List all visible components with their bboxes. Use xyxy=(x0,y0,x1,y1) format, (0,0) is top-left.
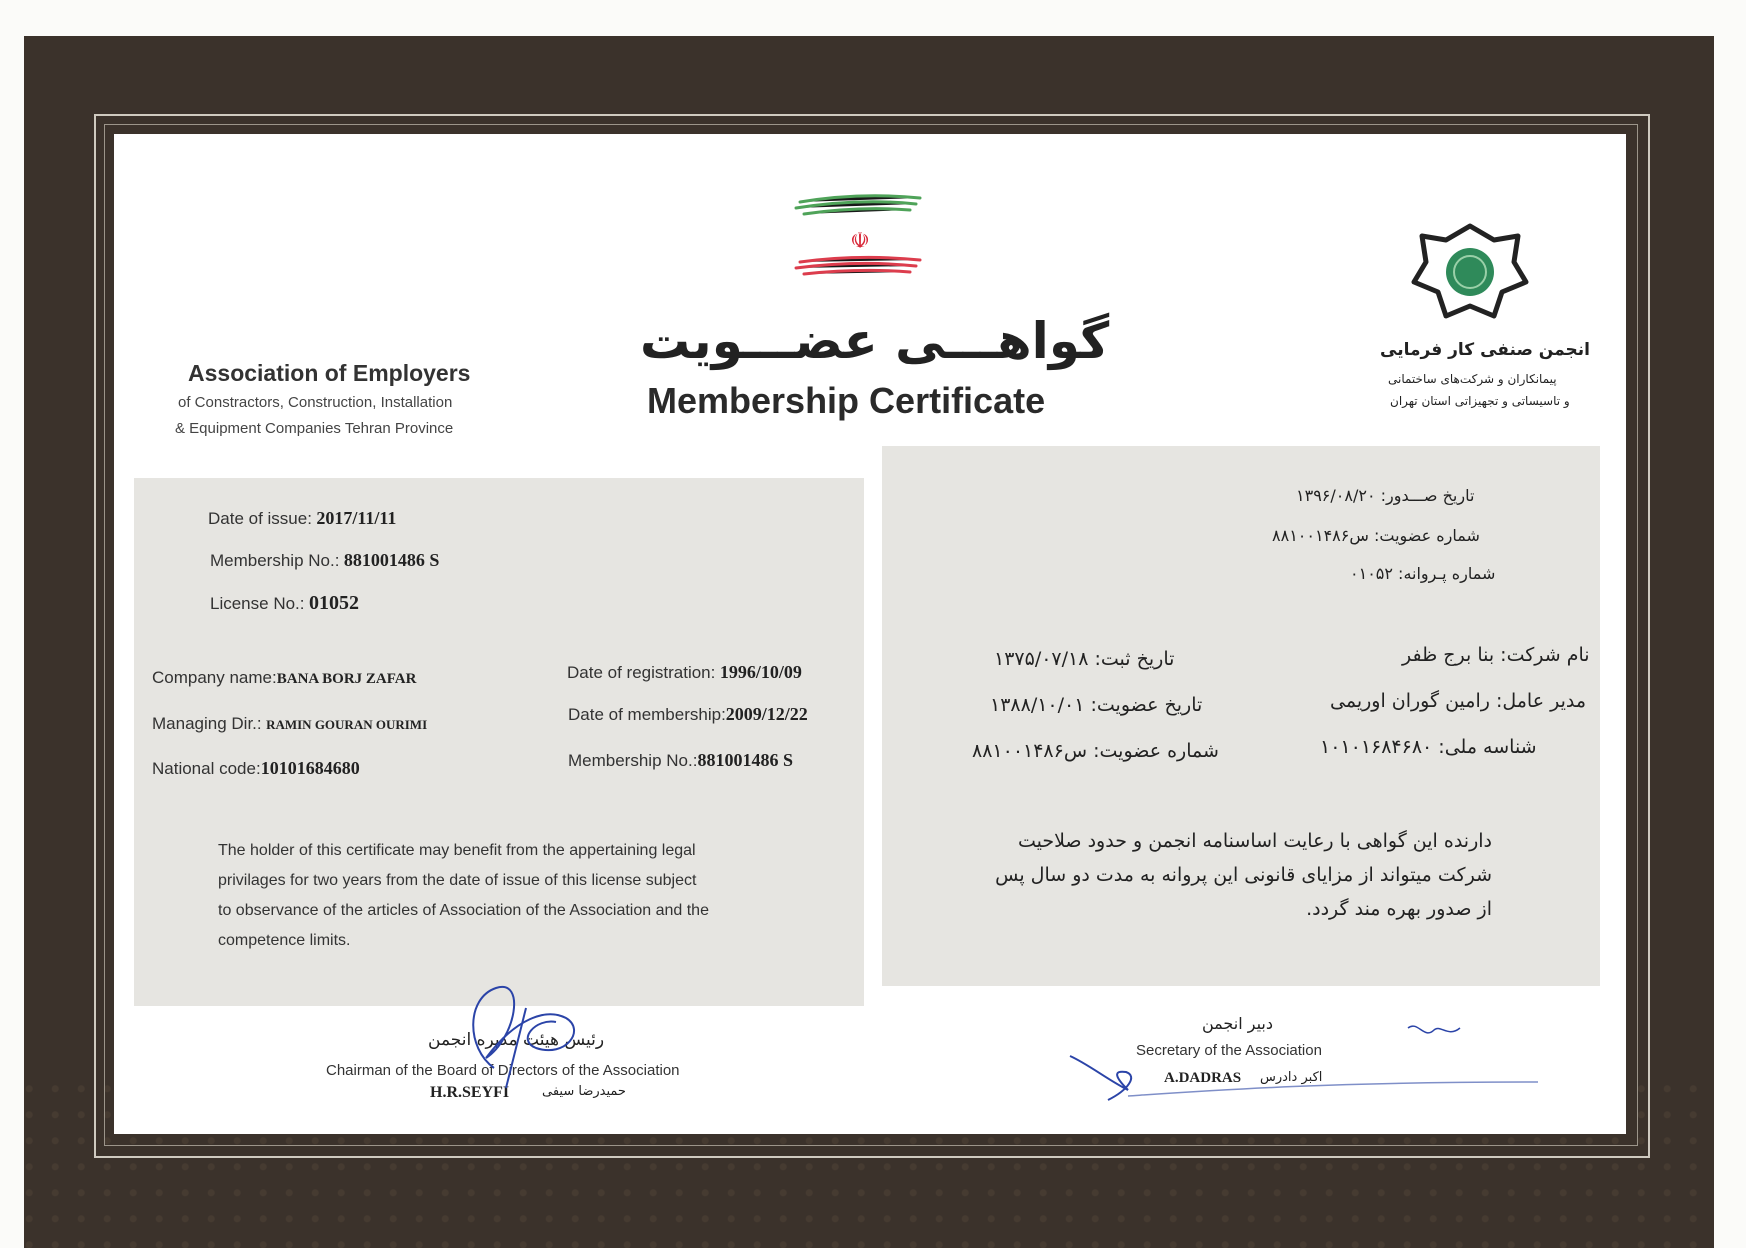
national-code-persian: شناسه ملی: ۱۰۱۰۱۶۸۴۶۸۰ xyxy=(1320,736,1537,758)
paragraph-line: to observance of the articles of Association of the Association and the xyxy=(218,902,709,919)
company-name-label: Company name: xyxy=(152,668,277,687)
date-of-issue xyxy=(208,508,396,529)
membership-date-persian: تاریخ عضویت: ۱۳۸۸/۱۰/۰۱ xyxy=(990,694,1203,716)
company-name-persian: نام شرکت: بنا برج ظفر xyxy=(1402,644,1590,666)
persian-paragraph xyxy=(986,824,1492,926)
managing-director-label: Managing Dir.: xyxy=(152,714,262,733)
association-name-english: Association of Employers xyxy=(188,360,471,386)
managing-director-value: RAMIN GOURAN OURIMI xyxy=(266,717,428,732)
membership-no-2-value: 881001486 S xyxy=(697,750,793,770)
membership-no-persian: شماره عضویت: س۸۸۱۰۰۱۴۸۶ xyxy=(1272,526,1480,545)
registration-date-persian: تاریخ ثبت: ۱۳۷۵/۰۷/۱۸ xyxy=(994,648,1175,670)
date-of-issue-label: Date of issue: xyxy=(208,509,312,528)
chairman-name-persian: حمیدرضا سیفی xyxy=(542,1084,626,1099)
association-name-persian: انجمن صنفی کار فرمایی xyxy=(1380,340,1590,360)
secretary-title-english: Secretary of the Association xyxy=(1136,1042,1322,1059)
date-of-membership-label: Date of membership: xyxy=(568,705,726,724)
date-of-registration-value: 1996/10/09 xyxy=(719,662,802,682)
paragraph-line: دارنده این گواهی با رعایت اساسنامه انجمن و حدود صلاحیت xyxy=(1017,830,1492,852)
chairman-title-english: Chairman of the Board of Directors of the Association xyxy=(326,1062,680,1079)
date-of-membership-value: 2009/12/22 xyxy=(725,704,808,724)
secretary-title-persian: دبیر انجمن xyxy=(1202,1014,1273,1033)
title-english: Membership Certificate xyxy=(647,380,1046,421)
chairman-title-persian: رئیس هیئت مدیره انجمن xyxy=(428,1030,605,1050)
national-code-label: National code: xyxy=(152,759,261,778)
license-no-persian: شماره پـروانه: ۰۱۰۵۲ xyxy=(1350,564,1496,583)
secretary-signature xyxy=(1068,1020,1548,1110)
license-no xyxy=(210,592,359,615)
company-name-value: BANA BORJ ZAFAR xyxy=(276,671,417,687)
date-of-registration-label: Date of registration: xyxy=(567,663,716,682)
membership-no-2-label: Membership No.: xyxy=(568,751,698,770)
managing-director-persian: مدیر عامل: رامین گوران اوریمی xyxy=(1330,690,1587,712)
chairman-signature xyxy=(456,978,606,1098)
national-code-value: 10101684680 xyxy=(260,758,360,778)
date-of-registration xyxy=(567,662,802,683)
date-of-membership xyxy=(568,704,808,725)
membership-no xyxy=(210,550,439,571)
iran-flag-emblem xyxy=(790,188,930,288)
license-no-value: 01052 xyxy=(308,592,359,614)
secretary-name: A.DADRAS xyxy=(1164,1070,1242,1086)
issue-date-persian: تاریخ صـــدور: ۱۳۹۶/۰۸/۲۰ xyxy=(1296,486,1475,505)
svg-text:☫: ☫ xyxy=(850,229,870,254)
national-code xyxy=(152,758,360,779)
paragraph-line: The holder of this certificate may benefit from the appertaining legal xyxy=(218,842,696,859)
membership-no-2-persian: شماره عضویت: س۸۸۱۰۰۱۴۸۶ xyxy=(972,740,1219,762)
paragraph-line: شرکت میتواند از مزایای قانونی این پروانه به مدت دو سال پس xyxy=(995,864,1492,886)
association-persian-line-2: و تاسیساتی و تجهیزاتی استان تهران xyxy=(1390,394,1570,408)
chairman-name: H.R.SEYFI xyxy=(430,1084,510,1101)
english-paragraph xyxy=(218,836,709,956)
association-subtitle-1: of Constractors, Construction, Installation xyxy=(178,394,453,411)
membership-no-2 xyxy=(568,750,793,771)
membership-no-value: 881001486 S xyxy=(343,550,440,570)
association-logo xyxy=(1410,222,1530,322)
title-persian: گواهـــی عضـــویت xyxy=(640,312,1110,370)
association-persian-line-1: پیمانکاران و شرکت‌های ساختمانی xyxy=(1388,372,1557,386)
membership-no-label: Membership No.: xyxy=(210,551,340,570)
association-subtitle-2: & Equipment Companies Tehran Province xyxy=(175,420,454,437)
managing-director xyxy=(152,714,427,734)
paragraph-line: از صدور بهره مند گردد. xyxy=(1306,898,1492,920)
company-name xyxy=(152,668,416,688)
paragraph-line: competence limits. xyxy=(218,932,351,949)
secretary-name-persian: اکبر دادرس xyxy=(1260,1070,1323,1085)
paragraph-line: privilages for two years from the date of issue of this license subject xyxy=(218,872,697,889)
date-of-issue-value: 2017/11/11 xyxy=(316,508,397,528)
license-no-label: License No.: xyxy=(210,594,305,613)
